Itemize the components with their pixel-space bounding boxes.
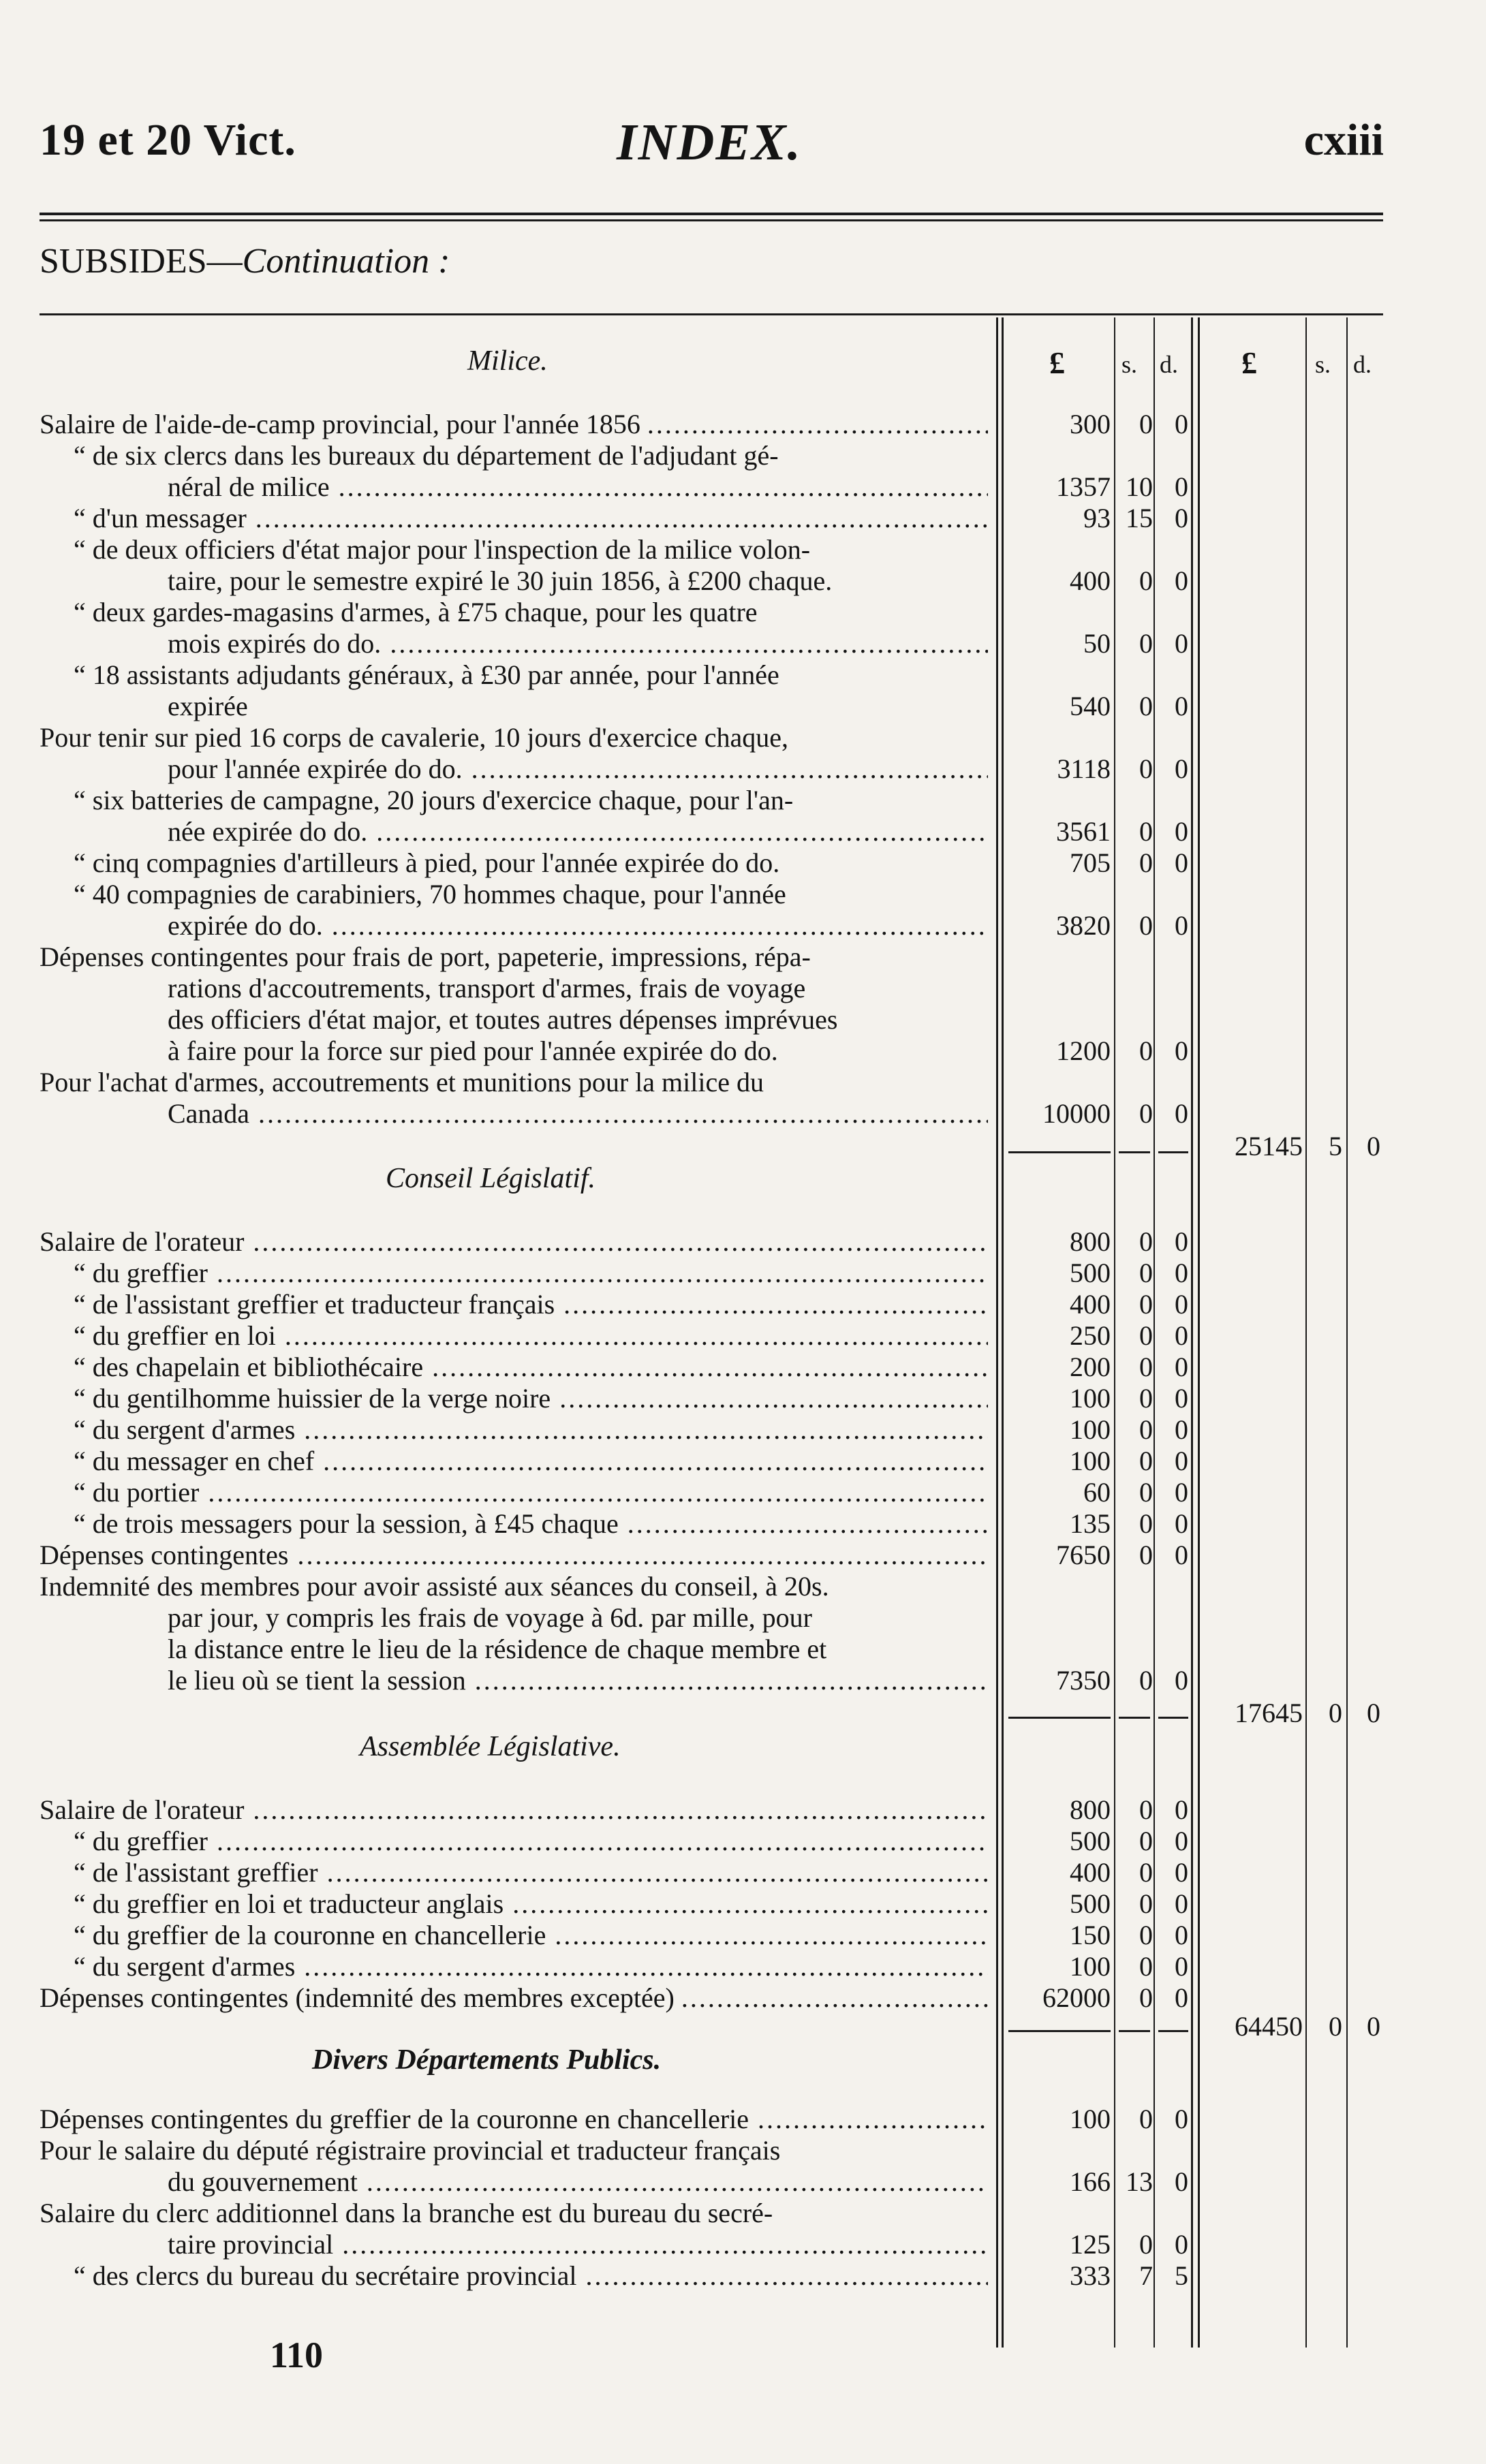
row-text: mois expirés do do. ..... [168, 628, 988, 659]
table-row [0, 628, 1486, 659]
row-pence: 0 [1175, 1035, 1188, 1066]
col-head-total-pence: d. [1353, 351, 1372, 378]
table-row [0, 597, 1486, 628]
row-text: “ d'un messager ..... [74, 503, 988, 534]
row-shillings: 0 [1139, 1320, 1153, 1351]
total-shillings: 0 [1329, 1698, 1342, 1728]
row-pounds: 100 [1070, 1414, 1111, 1445]
row-pence: 0 [1175, 2166, 1188, 2197]
milice-heading: Milice. [467, 345, 548, 377]
row-text: Pour tenir sur pied 16 corps de cavalerie, 10 jours d'exercice chaque, [40, 722, 789, 753]
row-pence: 0 [1175, 1540, 1188, 1570]
total-pence: 0 [1367, 2011, 1380, 2042]
row-pence: 0 [1175, 1951, 1188, 1982]
row-text: “ de six clercs dans les bureaux du département de l'adjudant gé- [74, 440, 779, 471]
row-shillings: 0 [1139, 1508, 1153, 1539]
row-pounds: 100 [1070, 1446, 1111, 1476]
header-page-roman: cxiii [1303, 115, 1384, 165]
row-shillings: 0 [1139, 1826, 1153, 1856]
row-pence: 0 [1175, 1226, 1188, 1257]
row-text: Pour l'achat d'armes, accoutrements et munitions pour la milice du [40, 1067, 764, 1097]
row-pounds: 400 [1070, 1289, 1111, 1320]
row-text: “ du messager en chef ..... [74, 1446, 988, 1477]
row-text: du gouvernement ..... [168, 2166, 988, 2198]
section-rule [40, 313, 1383, 315]
row-pence: 0 [1175, 1258, 1188, 1288]
table-row [0, 722, 1486, 753]
table-row [0, 691, 1486, 722]
row-pence: 0 [1175, 847, 1188, 878]
row-pounds: 100 [1070, 1383, 1111, 1414]
col-head-shilling: s. [1121, 351, 1138, 378]
row-text: expirée [168, 691, 248, 721]
row-shillings: 0 [1139, 1794, 1153, 1825]
col-head-pence: d. [1160, 351, 1178, 378]
row-shillings: 0 [1139, 1258, 1153, 1288]
total-pounds: 17645 [1235, 1698, 1303, 1728]
table-row [0, 973, 1486, 1004]
row-text: taire provincial ..... [168, 2229, 988, 2260]
row-pence: 0 [1175, 1982, 1188, 2013]
row-pence: 0 [1175, 1098, 1188, 1129]
row-shillings: 0 [1139, 1951, 1153, 1982]
table-row [0, 2229, 1486, 2260]
row-shillings: 0 [1139, 1226, 1153, 1257]
header-rule-bottom [40, 219, 1383, 221]
row-shillings: 0 [1139, 691, 1153, 721]
conseil-heading: Conseil Législatif. [386, 1163, 596, 1194]
table-row [0, 879, 1486, 910]
table-row [0, 1665, 1486, 1696]
table-row [0, 1320, 1486, 1352]
table-row [0, 2104, 1486, 2135]
table-row [0, 1571, 1486, 1602]
table-row [0, 440, 1486, 471]
row-text: née expirée do do. ..... [168, 816, 988, 847]
table-row [0, 1951, 1486, 1982]
page-number: 110 [270, 2335, 324, 2375]
table-row [0, 2166, 1486, 2198]
row-shillings: 10 [1126, 471, 1153, 502]
row-text: Pour le salaire du député régistraire provincial et traducteur français [40, 2135, 781, 2166]
col-head-total-shilling: s. [1315, 351, 1331, 378]
table-row [0, 2260, 1486, 2292]
row-pounds: 60 [1083, 1477, 1111, 1508]
table-row [0, 565, 1486, 597]
row-text: “ du sergent d'armes ..... [74, 1414, 988, 1446]
table-row [0, 1508, 1486, 1540]
total-pence: 0 [1367, 1698, 1380, 1728]
row-text: Indemnité des membres pour avoir assisté aux séances du conseil, à 20s. [40, 1571, 829, 1602]
row-shillings: 0 [1139, 1289, 1153, 1320]
table-row [0, 2135, 1486, 2166]
row-text: “ des chapelain et bibliothécaire ..... [74, 1352, 988, 1383]
table-row [0, 1446, 1486, 1477]
row-pounds: 150 [1070, 1920, 1111, 1950]
header-title: INDEX. [617, 114, 802, 171]
row-shillings: 7 [1139, 2260, 1153, 2291]
total-pounds: 25145 [1235, 1131, 1303, 1161]
row-text: “ du greffier ..... [74, 1826, 988, 1857]
row-pounds: 3118 [1057, 753, 1111, 784]
row-text: “ 40 compagnies de carabiniers, 70 hommes chaque, pour l'année [74, 879, 786, 909]
table-row [0, 1540, 1486, 1571]
row-pounds: 250 [1070, 1320, 1111, 1351]
row-pounds: 135 [1070, 1508, 1111, 1539]
row-shillings: 0 [1139, 1383, 1153, 1414]
row-pence: 0 [1175, 1414, 1188, 1445]
col-head-pound: £ [1049, 345, 1065, 380]
row-text: des officiers d'état major, et toutes autres dépenses imprévues [168, 1004, 838, 1035]
row-text: “ de l'assistant greffier ..... [74, 1857, 988, 1888]
row-pence: 0 [1175, 1289, 1188, 1320]
row-pence: 0 [1175, 910, 1188, 941]
table-row [0, 1414, 1486, 1446]
table-row [0, 1289, 1486, 1320]
table-row [0, 1602, 1486, 1634]
col-head-total-pound: £ [1241, 345, 1257, 380]
row-text: Salaire de l'orateur ..... [40, 1226, 988, 1258]
table-row [0, 1004, 1486, 1035]
row-shillings: 0 [1139, 2104, 1153, 2134]
row-text: Salaire du clerc additionnel dans la branche est du bureau du secré- [40, 2198, 773, 2228]
row-text: le lieu où se tient la session ..... [168, 1665, 988, 1696]
row-pounds: 500 [1070, 1888, 1111, 1919]
row-shillings: 0 [1139, 1920, 1153, 1950]
row-pounds: 50 [1083, 628, 1111, 659]
row-pence: 0 [1175, 2104, 1188, 2134]
row-shillings: 0 [1139, 1414, 1153, 1445]
row-pence: 0 [1175, 2229, 1188, 2260]
row-text: “ du greffier en loi et traducteur anglais ..... [74, 1888, 988, 1920]
row-text: taire, pour le semestre expiré le 30 juin 1856, à £200 chaque. [168, 565, 833, 596]
row-pounds: 1357 [1056, 471, 1111, 502]
row-pounds: 166 [1070, 2166, 1111, 2197]
row-text: “ deux gardes-magasins d'armes, à £75 chaque, pour les quatre [74, 597, 758, 627]
row-text: par jour, y compris les frais de voyage à 6d. par mille, pour [168, 1602, 812, 1633]
row-text: expirée do do. ..... [168, 910, 988, 941]
table-row [0, 1258, 1486, 1289]
table-row [0, 659, 1486, 691]
row-pounds: 300 [1070, 409, 1111, 439]
row-pence: 0 [1175, 753, 1188, 784]
row-text: “ du portier ..... [74, 1477, 988, 1508]
row-pence: 0 [1175, 628, 1188, 659]
section-total-row [0, 2011, 1486, 2042]
row-pence: 0 [1175, 816, 1188, 847]
row-text: “ des clercs du bureau du secrétaire provincial ..... [74, 2260, 988, 2292]
assemblee-heading: Assemblée Législative. [360, 1731, 621, 1762]
row-text: Salaire de l'orateur ..... [40, 1794, 988, 1826]
row-shillings: 0 [1139, 1352, 1153, 1382]
table-row [0, 1794, 1486, 1826]
row-pounds: 7650 [1056, 1540, 1111, 1570]
header-act-reference: 19 et 20 Vict. [40, 115, 296, 165]
row-shillings: 0 [1139, 1665, 1153, 1696]
row-text: néral de milice ..... [168, 471, 988, 503]
row-pounds: 3820 [1056, 910, 1111, 941]
row-text: à faire pour la force sur pied pour l'année expirée do do. [168, 1035, 778, 1066]
row-pence: 0 [1175, 1665, 1188, 1696]
row-text: “ de l'assistant greffier et traducteur français ..... [74, 1289, 988, 1320]
total-shillings: 0 [1329, 2011, 1342, 2042]
row-shillings: 0 [1139, 1857, 1153, 1888]
row-pounds: 125 [1070, 2229, 1111, 2260]
row-pounds: 500 [1070, 1258, 1111, 1288]
row-text: Salaire de l'aide-de-camp provincial, pour l'année 1856 ..... [40, 409, 988, 440]
row-text: Canada ..... [168, 1098, 988, 1129]
row-text: “ de trois messagers pour la session, à £45 chaque ..... [74, 1508, 988, 1540]
row-pence: 0 [1175, 1320, 1188, 1351]
table-row [0, 753, 1486, 785]
row-text: “ 18 assistants adjudants généraux, à £30 par année, pour l'année [74, 659, 779, 690]
row-text: “ cinq compagnies d'artilleurs à pied, pour l'année expirée do do. [74, 847, 780, 878]
table-row [0, 1067, 1486, 1098]
row-pounds: 400 [1070, 1857, 1111, 1888]
row-shillings: 0 [1139, 847, 1153, 878]
total-shillings: 5 [1329, 1131, 1342, 1161]
table-row [0, 941, 1486, 973]
row-pounds: 100 [1070, 1951, 1111, 1982]
row-shillings: 0 [1139, 1982, 1153, 2013]
row-pounds: 800 [1070, 1226, 1111, 1257]
table-row [0, 2198, 1486, 2229]
table-row [0, 1857, 1486, 1888]
row-pounds: 540 [1070, 691, 1111, 721]
row-shillings: 0 [1139, 816, 1153, 847]
table-row [0, 1982, 1486, 2014]
section-total-row [0, 1698, 1486, 1729]
row-pence: 0 [1175, 565, 1188, 596]
row-shillings: 0 [1139, 753, 1153, 784]
table-row [0, 471, 1486, 503]
table-row [0, 847, 1486, 879]
row-text: “ du greffier en loi ..... [74, 1320, 988, 1352]
divers-heading: Divers Départements Publics. [312, 2044, 662, 2076]
table-row [0, 1888, 1486, 1920]
table-row [0, 1920, 1486, 1951]
table-row [0, 1383, 1486, 1414]
row-text: “ du greffier ..... [74, 1258, 988, 1289]
row-text: “ du sergent d'armes ..... [74, 1951, 988, 1982]
total-pounds: 64450 [1235, 2011, 1303, 2042]
row-pence: 0 [1175, 1508, 1188, 1539]
row-pence: 0 [1175, 503, 1188, 533]
row-pounds: 7350 [1056, 1665, 1111, 1696]
section-heading [40, 241, 450, 281]
row-shillings: 0 [1139, 1477, 1153, 1508]
row-pounds: 10000 [1042, 1098, 1111, 1129]
row-pounds: 3561 [1056, 816, 1111, 847]
row-pence: 0 [1175, 691, 1188, 721]
row-text: la distance entre le lieu de la résidence de chaque membre et [168, 1634, 827, 1664]
row-pence: 0 [1175, 409, 1188, 439]
row-text: “ de deux officiers d'état major pour l'inspection de la milice volon- [74, 534, 811, 565]
row-text: Dépenses contingentes (indemnité des membres exceptée) ..... [40, 1982, 988, 2014]
row-text: pour l'année expirée do do. ..... [168, 753, 988, 785]
table-row [0, 1226, 1486, 1258]
row-pounds: 93 [1083, 503, 1111, 533]
row-pence: 0 [1175, 1857, 1188, 1888]
header-rule-top [40, 213, 1383, 215]
row-shillings: 13 [1126, 2166, 1153, 2197]
table-row [0, 1352, 1486, 1383]
row-pounds: 500 [1070, 1826, 1111, 1856]
table-row [0, 1634, 1486, 1665]
row-shillings: 0 [1139, 910, 1153, 941]
row-shillings: 0 [1139, 628, 1153, 659]
table-row [0, 503, 1486, 534]
table-row [0, 409, 1486, 440]
row-shillings: 15 [1126, 503, 1153, 533]
row-text: “ six batteries de campagne, 20 jours d'exercice chaque, pour l'an- [74, 785, 794, 815]
row-pounds: 800 [1070, 1794, 1111, 1825]
row-shillings: 0 [1139, 1888, 1153, 1919]
row-pence: 0 [1175, 1446, 1188, 1476]
row-pence: 0 [1175, 1888, 1188, 1919]
row-shillings: 0 [1139, 409, 1153, 439]
row-pence: 0 [1175, 1794, 1188, 1825]
table-row [0, 1035, 1486, 1067]
row-pounds: 200 [1070, 1352, 1111, 1382]
row-pence: 0 [1175, 1826, 1188, 1856]
row-shillings: 0 [1139, 1035, 1153, 1066]
row-text: Dépenses contingentes ..... [40, 1540, 988, 1571]
table-row [0, 1098, 1486, 1129]
row-pounds: 705 [1070, 847, 1111, 878]
row-shillings: 0 [1139, 1098, 1153, 1129]
row-pence: 0 [1175, 1920, 1188, 1950]
table-row [0, 534, 1486, 565]
table-row [0, 910, 1486, 941]
table-row [0, 816, 1486, 847]
row-shillings: 0 [1139, 2229, 1153, 2260]
row-shillings: 0 [1139, 1446, 1153, 1476]
section-title: SUBSIDES— [40, 242, 243, 281]
table-row [0, 1826, 1486, 1857]
row-shillings: 0 [1139, 565, 1153, 596]
row-pence: 5 [1175, 2260, 1188, 2291]
row-pounds: 400 [1070, 565, 1111, 596]
section-subtitle: Continuation : [242, 242, 450, 281]
row-text: “ du gentilhomme huissier de la verge noire ..... [74, 1383, 988, 1414]
row-pounds: 1200 [1056, 1035, 1111, 1066]
row-pence: 0 [1175, 1477, 1188, 1508]
row-pence: 0 [1175, 1352, 1188, 1382]
row-text: Dépenses contingentes pour frais de port, papeterie, impressions, répa- [40, 941, 811, 972]
table-row [0, 785, 1486, 816]
row-pence: 0 [1175, 471, 1188, 502]
row-pounds: 62000 [1042, 1982, 1111, 2013]
row-text: Dépenses contingentes du greffier de la couronne en chancellerie ..... [40, 2104, 988, 2135]
total-pence: 0 [1367, 1131, 1380, 1161]
row-pounds: 100 [1070, 2104, 1111, 2134]
row-shillings: 0 [1139, 1540, 1153, 1570]
row-text: “ du greffier de la couronne en chancellerie ..... [74, 1920, 988, 1951]
row-text: rations d'accoutrements, transport d'armes, frais de voyage [168, 973, 806, 1003]
row-pounds: 333 [1070, 2260, 1111, 2291]
section-total-row [0, 1131, 1486, 1162]
row-pence: 0 [1175, 1383, 1188, 1414]
table-row [0, 1477, 1486, 1508]
